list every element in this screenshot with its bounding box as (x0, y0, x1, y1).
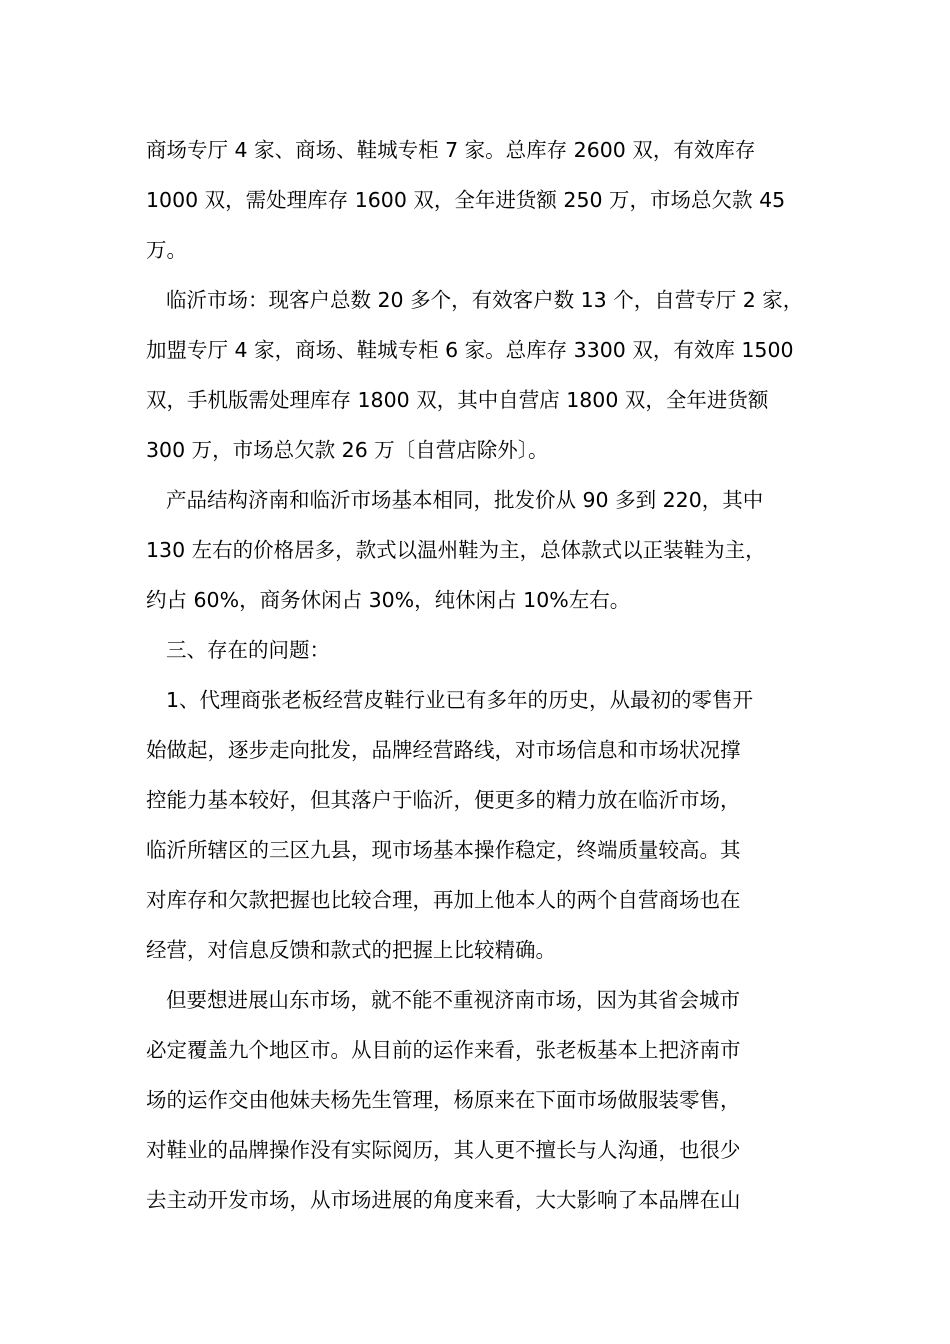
text-line: 300 万，市场总欠款 26 万〔自营店除外〕。 (146, 438, 549, 462)
paragraph-first-line: 1、代理商张老板经营皮鞋行业已有多年的历史，从最初的零售开 (166, 688, 754, 712)
text-line: 场的运作交由他妹夫杨先生管理，杨原来在下面市场做服装零售， (146, 1088, 741, 1112)
section-heading: 三、存在的问题： (166, 638, 330, 662)
text-line: 对库存和欠款把握也比较合理，再加上他本人的两个自营商场也在 (146, 888, 741, 912)
text-line: 130 左右的价格居多，款式以温州鞋为主，总体款式以正装鞋为主， (146, 538, 766, 562)
text-line: 去主动开发市场，从市场进展的角度来看，大大影响了本品牌在山 (146, 1188, 741, 1212)
paragraph-first-line: 但要想进展山东市场，就不能不重视济南市场，因为其省会城市 (166, 988, 740, 1012)
paragraph-first-line: 临沂市场：现客户总数 20 多个，有效客户数 13 个，自营专厅 2 家， (166, 288, 804, 312)
text-line: 临沂所辖区的三区九县，现市场基本操作稳定，终端质量较高。其 (146, 838, 741, 862)
text-line: 双，手机版需处理库存 1800 双，其中自营店 1800 双，全年进货额 (146, 388, 769, 412)
text-line: 始做起，逐步走向批发，品牌经营路线，对市场信息和市场状况撑 (146, 738, 741, 762)
text-line: 1000 双，需处理库存 1600 双，全年进货额 250 万，市场总欠款 45 (146, 188, 786, 212)
paragraph-first-line: 产品结构济南和临沂市场基本相同，批发价从 90 多到 220，其中 (166, 488, 764, 512)
text-line: 对鞋业的品牌操作没有实际阅历，其人更不擅长与人沟通，也很少 (146, 1138, 741, 1162)
text-line: 加盟专厅 4 家，商场、鞋城专柜 6 家。总库存 3300 双，有效库 1500 (146, 338, 794, 362)
text-line: 万。 (146, 238, 187, 262)
text-line: 必定覆盖九个地区市。从目前的运作来看，张老板基本上把济南市 (146, 1038, 741, 1062)
text-line: 控能力基本较好，但其落户于临沂，便更多的精力放在临沂市场， (146, 788, 741, 812)
text-line: 商场专厅 4 家、商场、鞋城专柜 7 家。总库存 2600 双，有效库存 (146, 138, 756, 162)
text-line: 经营，对信息反馈和款式的把握上比较精确。 (146, 938, 556, 962)
text-line: 约占 60%，商务休闲占 30%，纯休闲占 10%左右。 (146, 588, 631, 612)
